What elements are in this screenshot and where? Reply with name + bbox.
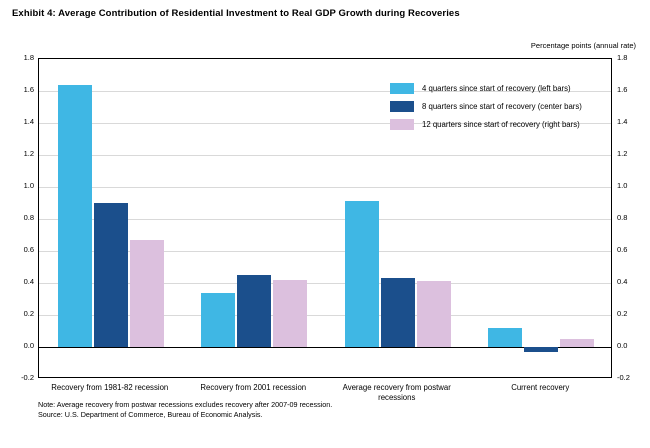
legend-label: 4 quarters since start of recovery (left bars) bbox=[422, 84, 571, 93]
y-axis-tick-label-left: 1.6 bbox=[23, 85, 34, 94]
note-line: Note: Average recovery from postwar recessions excludes recovery after 2007-09 recession. bbox=[38, 400, 333, 409]
x-axis-category-label: Recovery from 2001 recession bbox=[200, 383, 307, 392]
legend-item bbox=[390, 119, 582, 130]
y-axis-tick-label-left: 0.4 bbox=[23, 277, 34, 286]
bar bbox=[273, 280, 307, 347]
bar bbox=[201, 293, 235, 347]
y-axis-tick-label-left: 0.2 bbox=[23, 309, 34, 318]
bar bbox=[381, 278, 415, 347]
bar bbox=[524, 347, 558, 352]
x-axis-category-label: Current recovery bbox=[511, 383, 570, 392]
y-axis-tick-label-left: 1.2 bbox=[23, 149, 34, 158]
y-axis-unit-label: Percentage points (annual rate) bbox=[530, 41, 636, 50]
bar bbox=[130, 240, 164, 347]
bar bbox=[237, 275, 271, 347]
x-axis-category-label: Average recovery from postwar recessions bbox=[342, 383, 451, 402]
bar bbox=[58, 85, 92, 347]
bar bbox=[94, 203, 128, 347]
y-axis-tick-label-right: 1.8 bbox=[617, 53, 628, 62]
y-axis-tick-label-right: 0.2 bbox=[617, 309, 628, 318]
y-axis-tick-label-left: 1.4 bbox=[23, 117, 34, 126]
y-axis-tick-label-right: 0.6 bbox=[617, 245, 628, 254]
source-line: Source: U.S. Department of Commerce, Bureau of Economic Analysis. bbox=[38, 410, 263, 419]
y-axis-tick-label-right: -0.2 bbox=[617, 373, 630, 382]
legend-label: 12 quarters since start of recovery (right bars) bbox=[422, 120, 580, 129]
chart-legend bbox=[390, 83, 582, 137]
x-axis-category-label: Recovery from 1981-82 recession bbox=[51, 383, 169, 392]
y-axis-tick-label-right: 1.2 bbox=[617, 149, 628, 158]
y-axis-tick-label-right: 1.6 bbox=[617, 85, 628, 94]
legend-swatch bbox=[390, 101, 414, 112]
gridline bbox=[39, 155, 611, 156]
y-axis-tick-label-left: 0.8 bbox=[23, 213, 34, 222]
y-axis-tick-label-left: 1.8 bbox=[23, 53, 34, 62]
legend-item bbox=[390, 83, 582, 94]
y-axis-tick-label-right: 0.0 bbox=[617, 341, 628, 350]
y-axis-tick-label-left: -0.2 bbox=[21, 373, 34, 382]
y-axis-tick-label-left: 1.0 bbox=[23, 181, 34, 190]
legend-swatch bbox=[390, 119, 414, 130]
y-axis-tick-label-left: 0.0 bbox=[23, 341, 34, 350]
y-axis-tick-label-right: 0.4 bbox=[617, 277, 628, 286]
y-axis-tick-label-right: 1.0 bbox=[617, 181, 628, 190]
y-axis-tick-label-left: 0.6 bbox=[23, 245, 34, 254]
bar bbox=[417, 281, 451, 347]
page-title: Exhibit 4: Average Contribution of Residential Investment to Real GDP Growth during Recoveries bbox=[12, 8, 460, 19]
y-axis-tick-label-right: 0.8 bbox=[617, 213, 628, 222]
legend-item bbox=[390, 101, 582, 112]
bar bbox=[488, 328, 522, 347]
legend-swatch bbox=[390, 83, 414, 94]
gridline bbox=[39, 187, 611, 188]
y-axis-tick-label-right: 1.4 bbox=[617, 117, 628, 126]
bar bbox=[345, 201, 379, 347]
bar bbox=[560, 339, 594, 347]
legend-label: 8 quarters since start of recovery (center bars) bbox=[422, 102, 582, 111]
